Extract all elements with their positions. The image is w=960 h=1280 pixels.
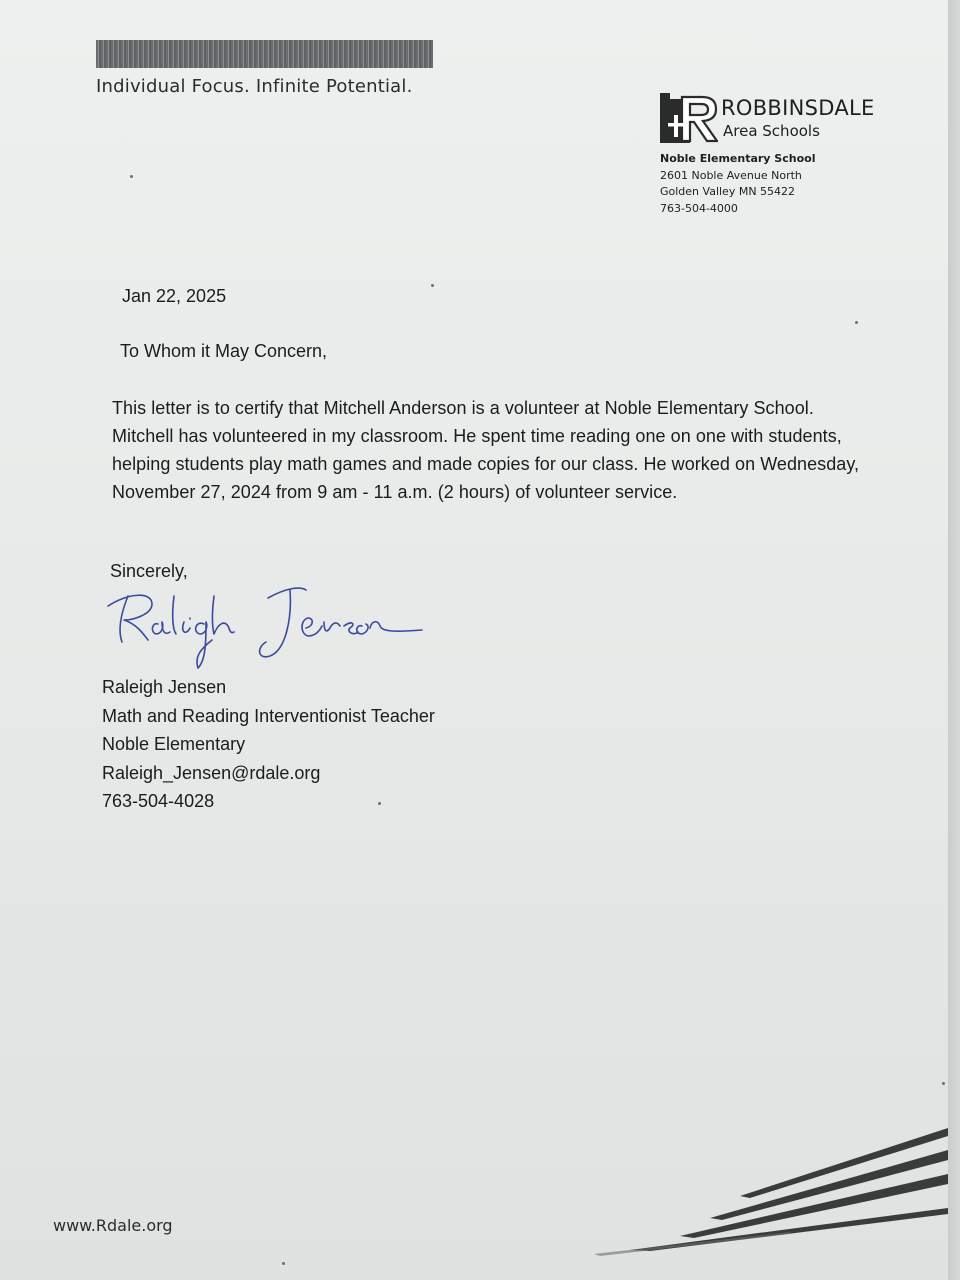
footer-website: www.Rdale.org bbox=[53, 1216, 173, 1235]
handwritten-signature bbox=[100, 576, 430, 672]
signatory-email: Raleigh_Jensen@rdale.org bbox=[102, 762, 321, 783]
school-address-block bbox=[660, 151, 900, 217]
letter-date: Jan 22, 2025 bbox=[122, 286, 227, 306]
letter-body: This letter is to certify that Mitchell Anderson is a volunteer at Noble Elementary School. Mitchell has volunteered in my classroom. He spent time reading one on one with students, helping students play math games and made copies for our class. He worked on Wednesday, November 27, 2024 from 9 am - 11 a.m. (2 hours) of volunteer service. bbox=[112, 398, 860, 502]
signatory-phone: 763-504-4028 bbox=[102, 791, 215, 811]
paper-speck bbox=[942, 1082, 945, 1085]
district-name: ROBBINSDALE bbox=[721, 96, 875, 120]
paper-speck bbox=[431, 284, 434, 287]
paper-speck bbox=[378, 802, 381, 805]
paper-speck bbox=[130, 175, 133, 178]
address-line-2: Golden Valley MN 55422 bbox=[660, 185, 796, 198]
paper-speck bbox=[855, 321, 858, 324]
school-phone: 763-504-4000 bbox=[660, 201, 738, 215]
decorative-swoosh bbox=[590, 1110, 948, 1260]
closing: Sincerely, bbox=[110, 561, 188, 581]
paper-speck bbox=[282, 1262, 285, 1265]
signatory-name: Raleigh Jensen bbox=[102, 677, 227, 697]
letterhead-bar bbox=[96, 40, 433, 68]
school-name: Noble Elementary School bbox=[660, 152, 816, 165]
salutation: To Whom it May Concern, bbox=[120, 341, 328, 361]
signatory-block bbox=[102, 673, 435, 816]
robbinsdale-logo-icon bbox=[660, 93, 718, 143]
address-line-1: 2601 Noble Avenue North bbox=[660, 168, 802, 182]
signatory-school: Noble Elementary bbox=[102, 734, 246, 754]
district-subtitle: Area Schools bbox=[723, 122, 820, 140]
tagline: Individual Focus. Infinite Potential. bbox=[96, 76, 413, 97]
paper-edge bbox=[948, 0, 960, 1280]
signatory-title: Math and Reading Interventionist Teacher bbox=[102, 705, 435, 726]
